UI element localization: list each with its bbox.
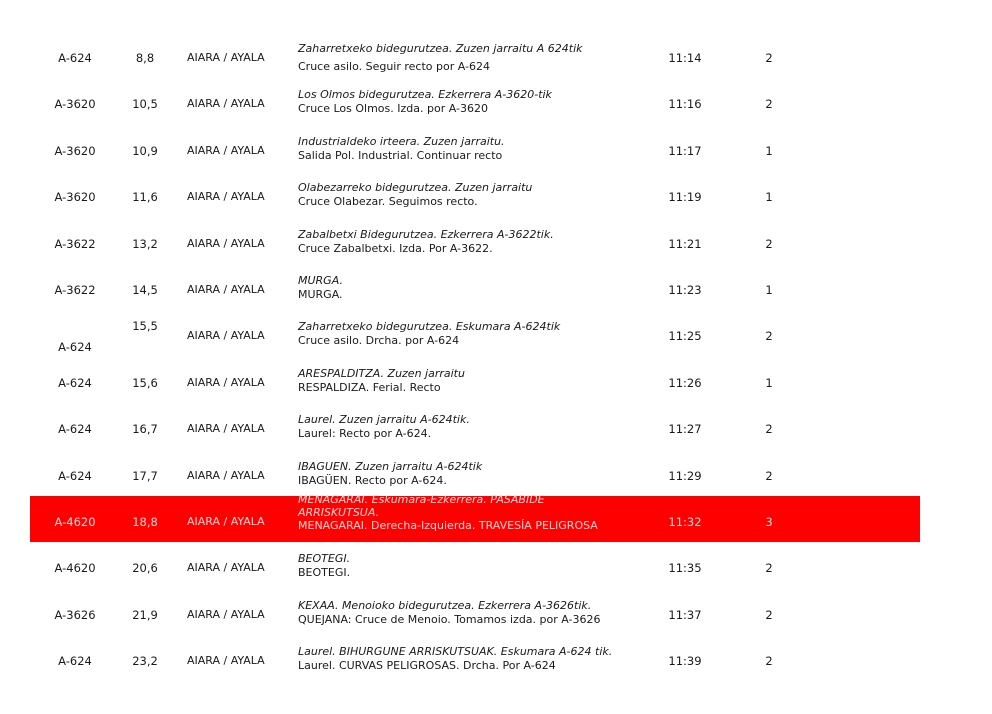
road-cell: A-624 [58, 654, 92, 669]
km-cell: 11,6 [132, 190, 158, 205]
km-cell: 17,7 [132, 468, 158, 483]
description-basque: IBAGUEN. Zuzen jarraitu A-624tik [298, 459, 483, 473]
town-cell: AIARA / AYALA [187, 329, 265, 343]
table-row [30, 32, 920, 78]
time-cell: 11:32 [668, 514, 702, 529]
description-cell [298, 228, 658, 256]
description-basque: MURGA. [298, 273, 343, 287]
km-cell: 15,6 [132, 375, 158, 390]
description-cell [298, 645, 658, 673]
town-cell: AIARA / AYALA [187, 143, 265, 157]
road-cell: A-4620 [54, 514, 96, 529]
table-row [30, 450, 920, 496]
description-spanish: Laurel: Recto por A-624. [298, 427, 432, 441]
description-basque: Industrialdeko irteera. Zuzen jarraitu. [298, 134, 505, 148]
km-cell: 13,2 [132, 236, 158, 251]
route-table [30, 32, 920, 681]
town-cell: AIARA / AYALA [187, 190, 265, 204]
table-row [30, 635, 920, 681]
town-cell: AIARA / AYALA [187, 654, 265, 668]
description-spanish: IBAGÜEN. Recto por A-624. [298, 473, 447, 487]
level-cell: 1 [765, 282, 773, 297]
description-cell [298, 135, 658, 163]
description-basque: Olabezarreko bidegurutzea. Zuzen jarraitu [298, 181, 533, 195]
km-cell: 20,6 [132, 561, 158, 576]
level-cell: 1 [765, 143, 773, 158]
level-cell: 1 [765, 190, 773, 205]
road-cell: A-3620 [54, 190, 96, 205]
town-cell: AIARA / AYALA [187, 97, 265, 111]
description-spanish: MENAGARAI. Derecha-Izquierda. TRAVESÍA PELIGROSA [298, 518, 598, 532]
time-cell: 11:16 [668, 97, 702, 112]
km-cell: 14,5 [132, 282, 158, 297]
description-cell [298, 493, 598, 532]
town-cell: AIARA / AYALA [187, 468, 265, 482]
description-basque: Los Olmos bidegurutzea. Ezkerrera A-3620-tik [298, 88, 552, 102]
level-cell: 3 [765, 514, 773, 529]
description-spanish: Cruce Olabezar. Seguimos recto. [298, 195, 478, 209]
table-row [30, 310, 920, 356]
description-spanish: Cruce Los Olmos. Izda. por A-3620 [298, 102, 488, 116]
description-cell [298, 367, 658, 395]
description-cell [298, 552, 658, 580]
description-cell [298, 320, 658, 348]
road-cell: A-4620 [54, 561, 96, 576]
table-row [30, 357, 920, 403]
description-spanish: QUEJANA: Cruce de Menoio. Tomamos izda. por A-3626 [298, 612, 601, 626]
description-spanish: Salida Pol. Industrial. Continuar recto [298, 148, 503, 162]
town-cell: AIARA / AYALA [187, 561, 265, 575]
time-cell: 11:23 [668, 282, 702, 297]
time-cell: 11:14 [668, 51, 702, 65]
km-cell: 23,2 [132, 654, 158, 669]
level-cell: 2 [765, 97, 773, 112]
description-cell [298, 460, 658, 488]
table-row [30, 264, 920, 310]
road-cell: A-3620 [54, 97, 96, 112]
level-cell: 2 [765, 607, 773, 622]
km-cell: 18,8 [132, 514, 158, 529]
table-row [30, 218, 920, 264]
table-row [30, 403, 920, 449]
table-row [30, 589, 920, 635]
description-spanish: Cruce Zabalbetxi. Izda. Por A-3622. [298, 241, 493, 255]
time-cell: 11:29 [668, 468, 702, 483]
description-basque: BEOTEGI. [298, 552, 351, 566]
time-cell: 11:25 [668, 329, 702, 344]
description-basque: Laurel. BIHURGUNE ARRISKUTSUAK. Eskumara A-624 tik. [298, 645, 613, 659]
level-cell: 2 [765, 422, 773, 437]
description-basque: Zaharretxeko bidegurutzea. Zuzen jarraitu A 624tik [298, 42, 583, 55]
town-cell: AIARA / AYALA [187, 236, 265, 250]
town-cell: AIARA / AYALA [187, 514, 265, 528]
town-cell: AIARA / AYALA [187, 282, 265, 296]
description-cell [298, 88, 658, 116]
description-spanish: MURGA. [298, 287, 343, 301]
description-cell [298, 413, 658, 441]
time-cell: 11:21 [668, 236, 702, 251]
description-basque: KEXAA. Menoioko bidegurutzea. Ezkerrera A-3626tik. [298, 598, 592, 612]
level-cell: 2 [765, 51, 773, 65]
km-cell: 16,7 [132, 422, 158, 437]
town-cell: AIARA / AYALA [187, 51, 265, 64]
description-basque: Laurel. Zuzen jarraitu A-624tik. [298, 413, 470, 427]
description-basque: Zabalbetxi Bidegurutzea. Ezkerrera A-3622tik. [298, 227, 554, 241]
table-row-danger [30, 492, 920, 542]
road-cell: A-3622 [54, 282, 96, 297]
level-cell: 2 [765, 236, 773, 251]
time-cell: 11:17 [668, 143, 702, 158]
description-basque: ARESPALDITZA. Zuzen jarraitu [298, 366, 465, 380]
level-cell: 1 [765, 375, 773, 390]
time-cell: 11:39 [668, 654, 702, 669]
table-row [30, 78, 920, 124]
table-row [30, 125, 920, 171]
road-cell: A-3620 [54, 143, 96, 158]
level-cell: 2 [765, 654, 773, 669]
description-spanish: Laurel. CURVAS PELIGROSAS. Drcha. Por A-624 [298, 659, 556, 673]
description-cell [298, 274, 658, 302]
road-cell: A-624 [58, 375, 92, 390]
description-spanish: Cruce asilo. Seguir recto por A-624 [298, 60, 490, 73]
description-basque: MENAGARAI. Eskumara-Ezkerrera. PASABIDE ARRISKUTSUA. [298, 492, 545, 519]
road-cell: A-624 [58, 340, 92, 355]
road-cell: A-3626 [54, 607, 96, 622]
km-cell: 10,9 [132, 143, 158, 158]
description-basque: Zaharretxeko bidegurutzea. Eskumara A-624tik [298, 320, 561, 334]
town-cell: AIARA / AYALA [187, 422, 265, 436]
level-cell: 2 [765, 329, 773, 344]
description-cell [298, 181, 658, 209]
table-row [30, 542, 920, 588]
road-cell: A-624 [58, 422, 92, 437]
town-cell: AIARA / AYALA [187, 607, 265, 621]
time-cell: 11:19 [668, 190, 702, 205]
description-cell [298, 599, 658, 627]
km-cell: 21,9 [132, 607, 158, 622]
description-spanish: RESPALDIZA. Ferial. Recto [298, 380, 441, 394]
km-cell: 15,5 [132, 319, 158, 334]
level-cell: 2 [765, 561, 773, 576]
km-cell: 8,8 [135, 51, 155, 65]
time-cell: 11:27 [668, 422, 702, 437]
road-cell: A-624 [58, 468, 92, 483]
time-cell: 11:37 [668, 607, 702, 622]
road-cell: A-3622 [54, 236, 96, 251]
description-spanish: Cruce asilo. Drcha. por A-624 [298, 334, 460, 348]
description-spanish: BEOTEGI. [298, 566, 351, 580]
time-cell: 11:35 [668, 561, 702, 576]
description-cell [298, 42, 658, 74]
road-cell: A-624 [58, 51, 92, 65]
table-row [30, 171, 920, 217]
time-cell: 11:26 [668, 375, 702, 390]
km-cell: 10,5 [132, 97, 158, 112]
level-cell: 2 [765, 468, 773, 483]
town-cell: AIARA / AYALA [187, 375, 265, 389]
